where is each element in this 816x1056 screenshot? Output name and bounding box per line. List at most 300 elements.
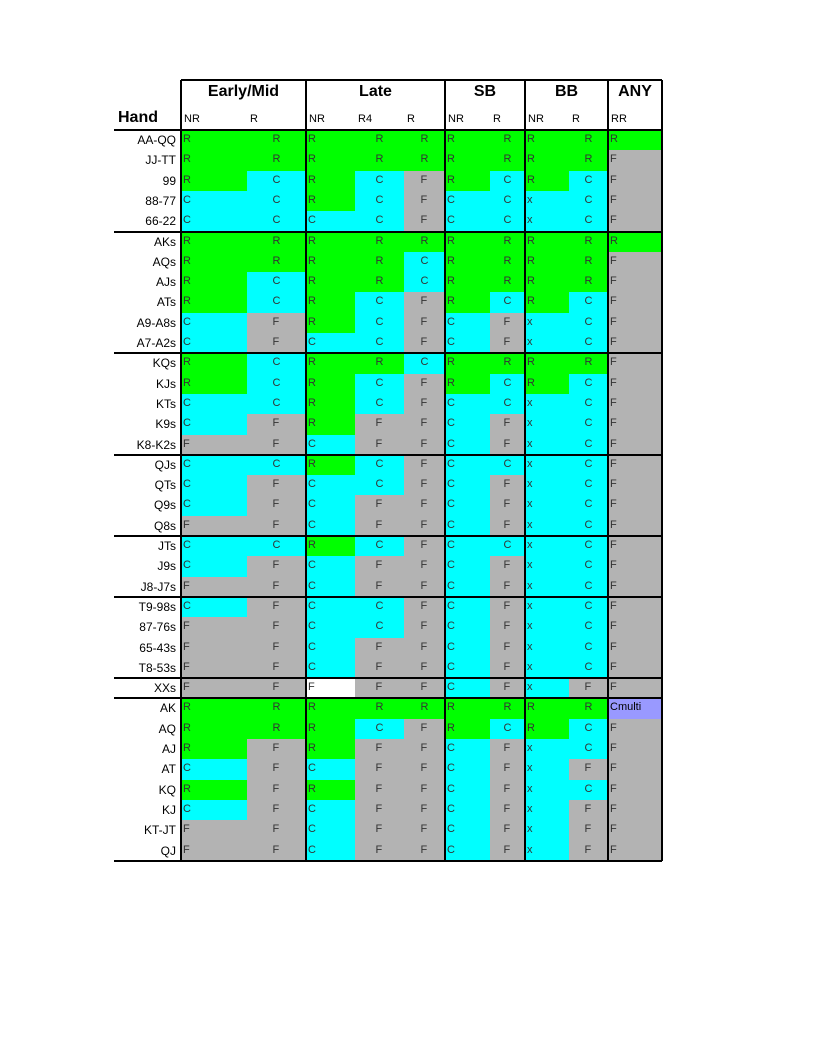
- action-cell: F: [404, 394, 445, 415]
- action-cell: F: [355, 495, 404, 516]
- action-cell: C: [445, 394, 490, 415]
- group-title: SB: [473, 83, 497, 100]
- action-cell: F: [404, 739, 445, 760]
- action-cell: F: [490, 516, 525, 537]
- action-cell: R: [525, 130, 569, 151]
- action-cell: F: [355, 841, 404, 862]
- hand-label: ATs: [156, 295, 176, 310]
- action-cell: C: [247, 455, 306, 476]
- group-divider: [444, 80, 446, 861]
- action-cell: F: [355, 678, 404, 699]
- action-cell: C: [247, 374, 306, 395]
- action-cell: C: [445, 739, 490, 760]
- action-cell: C: [490, 292, 525, 313]
- action-cell: R: [490, 232, 525, 253]
- action-cell: R: [355, 272, 404, 293]
- action-cell: F: [247, 759, 306, 780]
- action-cell: C: [569, 394, 608, 415]
- action-cell: F: [608, 150, 662, 171]
- action-cell: F: [490, 820, 525, 841]
- action-cell: C: [445, 211, 490, 232]
- action-cell: F: [608, 353, 662, 374]
- action-cell: F: [490, 414, 525, 435]
- action-cell: x: [525, 678, 569, 699]
- action-cell: F: [490, 597, 525, 618]
- action-cell: C: [306, 759, 355, 780]
- action-cell: C: [306, 333, 355, 354]
- action-cell: C: [445, 577, 490, 598]
- action-cell: F: [608, 171, 662, 192]
- action-cell: F: [608, 820, 662, 841]
- action-cell: C: [445, 780, 490, 801]
- action-cell: F: [247, 414, 306, 435]
- action-cell: F: [608, 394, 662, 415]
- hand-label: AK: [159, 701, 176, 716]
- action-cell: F: [608, 617, 662, 638]
- action-cell: R: [569, 150, 608, 171]
- action-cell: C: [306, 820, 355, 841]
- action-cell: F: [404, 292, 445, 313]
- action-cell: F: [247, 435, 306, 456]
- hand-label: 88-77: [145, 193, 176, 208]
- action-cell: C: [306, 475, 355, 496]
- action-cell: R: [445, 171, 490, 192]
- action-cell: F: [569, 820, 608, 841]
- action-cell: R: [181, 374, 247, 395]
- action-cell: C: [490, 211, 525, 232]
- hand-label: AQ: [158, 721, 176, 736]
- action-cell: F: [247, 638, 306, 659]
- action-cell: F: [608, 191, 662, 212]
- hand-label: 66-22: [145, 214, 176, 229]
- action-cell: C: [569, 211, 608, 232]
- action-cell: F: [355, 658, 404, 679]
- action-cell: F: [608, 759, 662, 780]
- action-cell: R: [525, 232, 569, 253]
- action-cell: R: [525, 353, 569, 374]
- action-cell: F: [404, 374, 445, 395]
- action-cell: R: [181, 780, 247, 801]
- action-cell: F: [247, 556, 306, 577]
- hand-label: A9-A8s: [136, 315, 176, 330]
- group-title: Early/Mid: [207, 83, 280, 100]
- action-cell: C: [181, 495, 247, 516]
- action-cell: C: [247, 171, 306, 192]
- action-cell: x: [525, 597, 569, 618]
- action-cell: F: [608, 211, 662, 232]
- hand-label: AQs: [152, 254, 176, 269]
- action-cell: F: [404, 475, 445, 496]
- action-cell: F: [490, 800, 525, 821]
- action-cell: F: [355, 577, 404, 598]
- action-cell: F: [404, 638, 445, 659]
- action-cell: C: [490, 374, 525, 395]
- action-cell: C: [306, 495, 355, 516]
- action-cell: x: [525, 577, 569, 598]
- action-cell: C: [355, 455, 404, 476]
- action-cell: F: [608, 414, 662, 435]
- action-cell: C: [181, 191, 247, 212]
- action-cell: R: [247, 130, 306, 151]
- action-cell: x: [525, 739, 569, 760]
- block-divider: [114, 697, 662, 699]
- action-cell: R: [490, 272, 525, 293]
- action-cell: F: [608, 597, 662, 618]
- action-cell: x: [525, 394, 569, 415]
- action-cell: F: [490, 638, 525, 659]
- action-cell: x: [525, 211, 569, 232]
- column-subheader: R4: [358, 113, 373, 125]
- action-cell: R: [306, 394, 355, 415]
- action-cell: C: [181, 333, 247, 354]
- action-cell: R: [569, 130, 608, 151]
- action-cell: F: [355, 800, 404, 821]
- action-cell: F: [608, 719, 662, 740]
- hand-label: JJ-TT: [145, 153, 176, 168]
- action-cell: R: [355, 353, 404, 374]
- action-cell: C: [569, 171, 608, 192]
- action-cell: C: [355, 394, 404, 415]
- action-cell: F: [355, 759, 404, 780]
- action-cell: R: [445, 150, 490, 171]
- action-cell: C: [569, 577, 608, 598]
- action-cell: F: [181, 678, 247, 699]
- column-subheader: NR: [309, 113, 325, 125]
- action-cell: R: [525, 150, 569, 171]
- action-cell: C: [445, 759, 490, 780]
- action-cell: x: [525, 191, 569, 212]
- action-cell: C: [404, 353, 445, 374]
- action-cell: F: [490, 678, 525, 699]
- action-cell: x: [525, 414, 569, 435]
- action-cell: F: [490, 759, 525, 780]
- action-cell: R: [404, 698, 445, 719]
- action-cell: R: [306, 739, 355, 760]
- action-cell: F: [490, 739, 525, 760]
- action-cell: F: [404, 414, 445, 435]
- action-cell: F: [181, 516, 247, 537]
- action-cell: F: [490, 780, 525, 801]
- action-cell: R: [569, 252, 608, 273]
- group-divider: [180, 80, 182, 861]
- action-cell: F: [404, 536, 445, 557]
- action-cell: F: [608, 313, 662, 334]
- hand-label: J9s: [157, 559, 176, 574]
- action-cell: C: [490, 719, 525, 740]
- action-cell: F: [608, 516, 662, 537]
- action-cell: R: [404, 130, 445, 151]
- action-cell: x: [525, 841, 569, 862]
- action-cell: F: [247, 516, 306, 537]
- action-cell: C: [181, 800, 247, 821]
- action-cell: F: [247, 597, 306, 618]
- action-cell: F: [490, 313, 525, 334]
- action-cell: F: [608, 475, 662, 496]
- hand-label: XXs: [153, 681, 176, 696]
- action-cell: F: [355, 820, 404, 841]
- action-cell: C: [247, 353, 306, 374]
- action-cell: C: [247, 394, 306, 415]
- action-cell: C: [445, 536, 490, 557]
- action-cell: C: [181, 414, 247, 435]
- action-cell: C: [306, 556, 355, 577]
- action-cell: F: [608, 272, 662, 293]
- action-cell: x: [525, 658, 569, 679]
- action-cell: R: [181, 232, 247, 253]
- action-cell: C: [569, 414, 608, 435]
- action-cell: R: [404, 150, 445, 171]
- action-cell: C: [569, 780, 608, 801]
- action-cell: C: [355, 191, 404, 212]
- action-cell: x: [525, 759, 569, 780]
- action-cell: R: [490, 698, 525, 719]
- action-cell: C: [404, 252, 445, 273]
- action-cell: R: [181, 252, 247, 273]
- action-cell: R: [355, 232, 404, 253]
- action-cell: F: [306, 678, 355, 699]
- action-cell: F: [569, 678, 608, 699]
- action-cell: x: [525, 455, 569, 476]
- action-cell: F: [355, 739, 404, 760]
- action-cell: C: [306, 597, 355, 618]
- action-cell: R: [355, 150, 404, 171]
- action-cell: C: [247, 191, 306, 212]
- action-cell: F: [181, 435, 247, 456]
- action-cell: R: [306, 536, 355, 557]
- action-cell: x: [525, 435, 569, 456]
- action-cell: F: [490, 577, 525, 598]
- action-cell: R: [247, 698, 306, 719]
- action-cell: R: [569, 353, 608, 374]
- action-cell: C: [306, 658, 355, 679]
- action-cell: C: [247, 272, 306, 293]
- action-cell: x: [525, 780, 569, 801]
- group-divider: [607, 80, 609, 861]
- hand-label: QJ: [160, 843, 176, 858]
- hand-label: QTs: [154, 478, 176, 493]
- hand-label: KTs: [155, 396, 176, 411]
- group-title: Late: [359, 83, 392, 100]
- action-cell: C: [569, 475, 608, 496]
- action-cell: x: [525, 313, 569, 334]
- hand-label: K8-K2s: [136, 437, 176, 452]
- action-cell: R: [306, 414, 355, 435]
- hand-label: AJ: [161, 742, 176, 756]
- hand-label: AA-QQ: [137, 133, 176, 147]
- action-cell: C: [490, 536, 525, 557]
- action-cell: F: [355, 638, 404, 659]
- hand-label: AT: [161, 762, 176, 777]
- action-cell: F: [247, 577, 306, 598]
- action-cell: R: [490, 353, 525, 374]
- action-cell: F: [608, 678, 662, 699]
- action-cell: R: [569, 272, 608, 293]
- action-cell: R: [181, 150, 247, 171]
- action-cell: C: [445, 516, 490, 537]
- action-cell: C: [569, 333, 608, 354]
- action-cell: C: [445, 455, 490, 476]
- action-cell: C: [355, 374, 404, 395]
- action-cell: C: [569, 495, 608, 516]
- action-cell: C: [445, 820, 490, 841]
- action-cell: C: [181, 313, 247, 334]
- action-cell: F: [247, 800, 306, 821]
- action-cell: F: [404, 333, 445, 354]
- action-cell: C: [569, 516, 608, 537]
- action-cell: F: [181, 638, 247, 659]
- action-cell: C: [306, 841, 355, 862]
- action-cell: C: [404, 272, 445, 293]
- action-cell: F: [569, 800, 608, 821]
- hand-label: KJs: [155, 376, 176, 391]
- group-divider: [524, 80, 526, 861]
- action-cell: F: [608, 333, 662, 354]
- action-cell: Cmulti: [608, 698, 662, 719]
- hand-label: 65-43s: [139, 640, 176, 655]
- action-cell: F: [404, 211, 445, 232]
- action-cell: R: [306, 130, 355, 151]
- hand-label: J8-J7s: [140, 579, 176, 594]
- action-cell: R: [247, 150, 306, 171]
- action-cell: F: [608, 577, 662, 598]
- column-subheader: NR: [528, 113, 544, 125]
- action-cell: F: [404, 495, 445, 516]
- action-cell: R: [306, 252, 355, 273]
- hand-label: A7-A2s: [136, 336, 176, 350]
- action-cell: R: [181, 292, 247, 313]
- action-cell: F: [404, 658, 445, 679]
- action-cell: F: [404, 313, 445, 334]
- action-cell: R: [181, 130, 247, 151]
- action-cell: x: [525, 495, 569, 516]
- action-cell: R: [247, 719, 306, 740]
- action-cell: F: [247, 313, 306, 334]
- action-cell: R: [445, 374, 490, 395]
- action-cell: x: [525, 475, 569, 496]
- action-cell: F: [490, 333, 525, 354]
- group-divider: [305, 80, 307, 861]
- action-cell: F: [608, 780, 662, 801]
- action-cell: C: [569, 191, 608, 212]
- action-cell: R: [445, 353, 490, 374]
- action-cell: C: [355, 292, 404, 313]
- action-cell: C: [181, 536, 247, 557]
- action-cell: C: [355, 313, 404, 334]
- hand-label: JTs: [158, 539, 176, 553]
- action-cell: R: [306, 171, 355, 192]
- action-cell: R: [608, 232, 662, 253]
- action-cell: C: [569, 719, 608, 740]
- action-cell: F: [247, 475, 306, 496]
- action-cell: R: [181, 698, 247, 719]
- action-cell: R: [445, 272, 490, 293]
- block-divider: [114, 596, 662, 598]
- action-cell: C: [306, 211, 355, 232]
- action-cell: F: [247, 739, 306, 760]
- action-cell: C: [181, 475, 247, 496]
- action-cell: C: [355, 475, 404, 496]
- action-cell: R: [181, 171, 247, 192]
- action-cell: C: [569, 292, 608, 313]
- action-cell: R: [306, 313, 355, 334]
- block-divider: [114, 352, 662, 354]
- action-cell: x: [525, 333, 569, 354]
- hand-label: AJs: [155, 275, 176, 290]
- action-cell: C: [569, 435, 608, 456]
- action-cell: R: [525, 719, 569, 740]
- action-cell: R: [355, 130, 404, 151]
- action-cell: C: [569, 597, 608, 618]
- action-cell: C: [306, 516, 355, 537]
- hand-column-header: Hand: [118, 109, 158, 126]
- action-cell: C: [445, 800, 490, 821]
- action-cell: F: [608, 841, 662, 862]
- block-divider: [114, 454, 662, 456]
- action-cell: R: [181, 719, 247, 740]
- action-cell: C: [181, 211, 247, 232]
- action-cell: C: [569, 739, 608, 760]
- action-cell: F: [608, 536, 662, 557]
- action-cell: F: [608, 374, 662, 395]
- action-cell: F: [404, 678, 445, 699]
- action-cell: C: [445, 333, 490, 354]
- action-cell: C: [355, 211, 404, 232]
- action-cell: F: [355, 556, 404, 577]
- block-divider: [114, 231, 662, 233]
- action-cell: F: [490, 556, 525, 577]
- action-cell: F: [181, 577, 247, 598]
- action-cell: F: [404, 556, 445, 577]
- action-cell: C: [306, 800, 355, 821]
- action-cell: F: [490, 435, 525, 456]
- action-cell: F: [608, 658, 662, 679]
- action-cell: R: [306, 191, 355, 212]
- column-subheader: R: [572, 113, 580, 125]
- action-cell: R: [525, 272, 569, 293]
- action-cell: R: [306, 698, 355, 719]
- hand-label: KQs: [152, 356, 176, 371]
- action-cell: F: [404, 820, 445, 841]
- action-cell: R: [608, 130, 662, 151]
- action-cell: C: [569, 313, 608, 334]
- action-cell: R: [306, 272, 355, 293]
- action-cell: R: [445, 698, 490, 719]
- action-cell: C: [181, 455, 247, 476]
- action-cell: F: [355, 780, 404, 801]
- hand-label: Q9s: [153, 498, 176, 513]
- action-cell: R: [569, 232, 608, 253]
- action-cell: C: [490, 394, 525, 415]
- action-cell: C: [490, 191, 525, 212]
- action-cell: C: [490, 455, 525, 476]
- action-cell: R: [306, 150, 355, 171]
- action-cell: C: [247, 536, 306, 557]
- action-cell: R: [490, 150, 525, 171]
- action-cell: R: [445, 130, 490, 151]
- action-cell: C: [569, 536, 608, 557]
- hand-label: KQ: [158, 782, 176, 797]
- action-cell: R: [490, 130, 525, 151]
- action-cell: R: [181, 739, 247, 760]
- action-cell: R: [445, 292, 490, 313]
- action-cell: C: [306, 435, 355, 456]
- hand-label: 87-76s: [139, 620, 176, 635]
- action-cell: C: [445, 597, 490, 618]
- action-cell: C: [569, 556, 608, 577]
- action-cell: R: [306, 232, 355, 253]
- column-subheader: NR: [184, 113, 200, 125]
- action-cell: C: [445, 556, 490, 577]
